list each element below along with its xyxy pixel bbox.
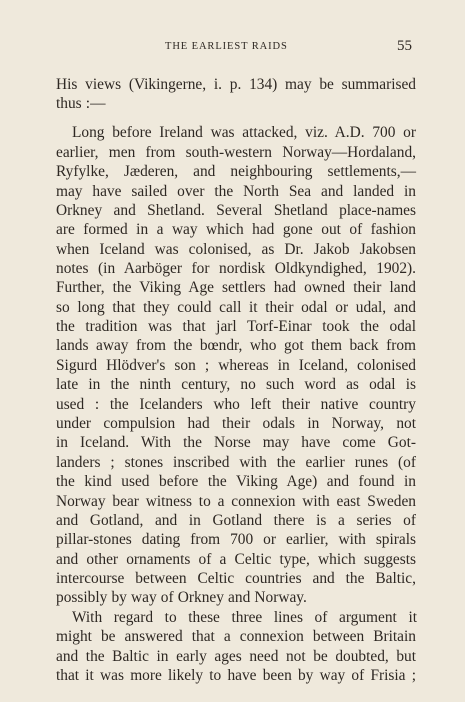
text-line-22: Norway bear witness to a connexion with east Sweden bbox=[56, 493, 416, 510]
text-line-15: Sigurd Hlödver's son ; whereas in Iceland, colonised bbox=[56, 357, 416, 374]
text-line-16: late in the ninth century, no such word as odal is bbox=[56, 376, 416, 393]
text-line-9: when Iceland was colonised, as Dr. Jakob Jakobsen bbox=[56, 241, 416, 258]
running-title: THE EARLIEST RAIDS bbox=[165, 41, 288, 52]
text-line-4: earlier, men from south-western Norway—Hordaland, bbox=[56, 144, 416, 161]
text-line-3: Long before Ireland was attacked, viz. A.D. 700 or bbox=[72, 124, 416, 141]
text-line-10: notes (in Aarböger for nordisk Oldkyndighed, 1902). bbox=[56, 260, 416, 277]
text-line-17: used : the Icelanders who left their native country bbox=[56, 396, 416, 413]
text-line-27: possibly by way of Orkney and Norway. bbox=[56, 589, 307, 606]
text-line-25: and other ornaments of a Celtic type, which suggests bbox=[56, 551, 416, 568]
text-line-24: pillar-stones dating from 700 or earlier, with spirals bbox=[56, 531, 416, 548]
text-line-13: the tradition was that jarl Torf-Einar took the odal bbox=[56, 318, 416, 335]
text-line-14: lands away from the bœndr, who got them back from bbox=[56, 337, 416, 354]
text-line-18: under compulsion had their odals in Norway, not bbox=[56, 415, 416, 432]
text-line-6: may have sailed over the North Sea and landed in bbox=[56, 183, 416, 200]
text-line-23: and Gotland, and in Gotland there is a series of bbox=[56, 512, 416, 529]
text-line-19: in Iceland. With the Norse may have come Got- bbox=[56, 434, 416, 451]
text-line-29: might be answered that a connexion between Britain bbox=[56, 628, 416, 645]
text-line-31: that it was more likely to have been by way of Frisia ; bbox=[56, 667, 416, 684]
text-line-30: and the Baltic in early ages need not be doubted, but bbox=[56, 648, 416, 665]
text-line-12: so long that they could call it their odal or udal, and bbox=[56, 299, 416, 316]
text-line-2: thus :— bbox=[56, 95, 106, 112]
text-line-1: His views (Vikingerne, i. p. 134) may be summarised bbox=[56, 76, 416, 93]
page-number: 55 bbox=[397, 38, 412, 54]
text-line-8: are formed in a way which had gone out of fashion bbox=[56, 221, 416, 238]
text-line-7: Orkney and Shetland. Several Shetland place-names bbox=[56, 202, 416, 219]
text-line-26: intercourse between Celtic countries and the Baltic, bbox=[56, 570, 416, 587]
text-line-20: landers ; stones inscribed with the earlier runes (of bbox=[56, 454, 416, 471]
text-line-5: Ryfylke, Jæderen, and neighbouring settlements,— bbox=[56, 163, 416, 180]
text-line-21: the kind used before the Viking Age) and found in bbox=[56, 473, 416, 490]
text-line-28: With regard to these three lines of argument it bbox=[72, 609, 417, 626]
text-line-11: Further, the Viking Age settlers had owned their land bbox=[56, 279, 416, 296]
